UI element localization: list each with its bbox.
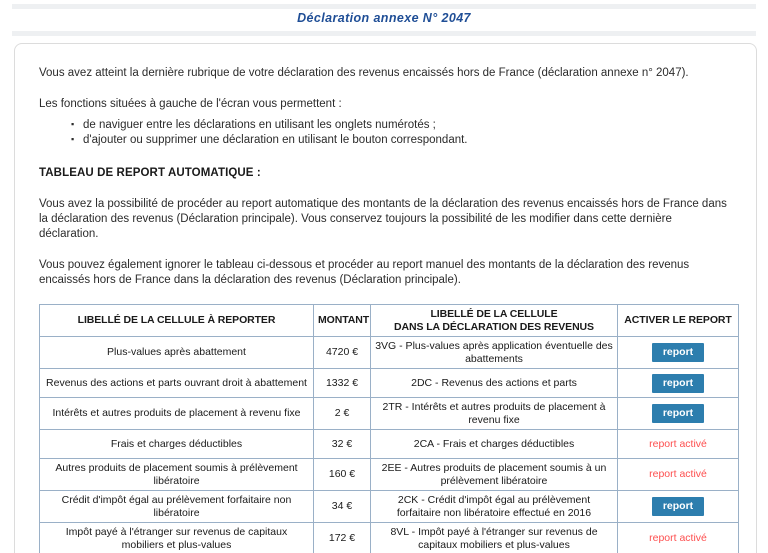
cell-amount: 34 € bbox=[314, 491, 371, 523]
table-header bbox=[40, 305, 739, 337]
header-divider-top bbox=[12, 4, 756, 9]
cell-amount: 172 € bbox=[314, 523, 371, 553]
intro-paragraph: Vous avez atteint la dernière rubrique de votre déclaration des revenus encaissés hors de France (déclaration annexe n° 2047). bbox=[39, 67, 689, 79]
table-row bbox=[40, 491, 739, 523]
table-row bbox=[40, 369, 739, 398]
cell-target-label: 2DC - Revenus des actions et parts bbox=[371, 369, 618, 398]
list-item: ▪ de naviguer entre les déclarations en utilisant les onglets numérotés ; bbox=[83, 118, 732, 133]
column-header-source-label: LIBELLÉ DE LA CELLULE À REPORTER bbox=[40, 305, 314, 337]
report-button[interactable]: report bbox=[652, 497, 704, 516]
cell-target-label: 3VG - Plus-values après application éventuelle des abattements bbox=[371, 337, 618, 369]
content-panel-inner bbox=[15, 44, 756, 553]
column-header-amount: MONTANT bbox=[314, 305, 371, 337]
cell-activate-report bbox=[618, 523, 739, 553]
table-row bbox=[40, 430, 739, 459]
cell-target-label: 8VL - Impôt payé à l'étranger sur revenus de capitaux mobiliers et plus-values bbox=[371, 523, 618, 553]
cell-source-label: Plus-values après abattement bbox=[40, 337, 314, 369]
functions-lead: Les fonctions situées à gauche de l'écran vous permettent : bbox=[39, 98, 342, 110]
table-row bbox=[40, 337, 739, 369]
automatic-report-table bbox=[39, 304, 739, 553]
cell-activate-report bbox=[618, 398, 739, 430]
cell-source-label: Impôt payé à l'étranger sur revenus de capitaux mobiliers et plus-values bbox=[40, 523, 314, 553]
cell-source-label: Revenus des actions et parts ouvrant droit à abattement bbox=[40, 369, 314, 398]
column-header-target-line1: LIBELLÉ DE LA CELLULE bbox=[430, 308, 558, 320]
cell-activate-report bbox=[618, 459, 739, 491]
report-activated-status: report activé bbox=[649, 468, 707, 481]
functions-list bbox=[39, 118, 732, 147]
cell-target-label: 2EE - Autres produits de placement soumis à un prélèvement libératoire bbox=[371, 459, 618, 491]
cell-source-label: Crédit d'impôt égal au prélèvement forfaitaire non libératoire bbox=[40, 491, 314, 523]
table-header-row bbox=[40, 305, 739, 337]
report-activated-status: report activé bbox=[649, 437, 707, 450]
report-paragraph-1: Vous avez la possibilité de procéder au report automatique des montants de la déclaration des revenus encaissés hors de France dans la déclaration des revenus (Déclaration principale). Vous conservez toujours la possibilité de les modifier dans cette dernière déclaration. bbox=[39, 198, 727, 240]
page-header bbox=[0, 0, 768, 40]
column-header-target-line2: DANS LA DÉCLARATION DES REVENUS bbox=[394, 320, 594, 333]
cell-source-label: Intérêts et autres produits de placement à revenu fixe bbox=[40, 398, 314, 430]
cell-amount: 2 € bbox=[314, 398, 371, 430]
report-activated-status: report activé bbox=[649, 532, 707, 545]
list-item: ▪ d'ajouter ou supprimer une déclaration en utilisant le bouton correspondant. bbox=[83, 133, 732, 148]
cell-target-label: 2TR - Intérêts et autres produits de placement à revenu fixe bbox=[371, 398, 618, 430]
cell-source-label: Frais et charges déductibles bbox=[40, 430, 314, 459]
report-button[interactable]: report bbox=[652, 374, 704, 393]
table-row bbox=[40, 398, 739, 430]
cell-amount: 160 € bbox=[314, 459, 371, 491]
column-header-activate-report: ACTIVER LE REPORT bbox=[618, 305, 739, 337]
report-button[interactable]: report bbox=[652, 343, 704, 362]
report-button[interactable]: report bbox=[652, 404, 704, 423]
cell-activate-report bbox=[618, 491, 739, 523]
section-title-report-table: TABLEAU DE REPORT AUTOMATIQUE : bbox=[39, 167, 261, 179]
cell-target-label: 2CK - Crédit d'impôt égal au prélèvement forfaitaire non libératoire effectué en 2016 bbox=[371, 491, 618, 523]
header-divider-bottom bbox=[12, 31, 756, 36]
column-header-target-label bbox=[371, 305, 618, 337]
cell-target-label: 2CA - Frais et charges déductibles bbox=[371, 430, 618, 459]
cell-activate-report bbox=[618, 369, 739, 398]
table-body bbox=[40, 337, 739, 553]
page-title: Déclaration annexe N° 2047 bbox=[297, 11, 471, 25]
cell-amount: 1332 € bbox=[314, 369, 371, 398]
report-paragraph-2: Vous pouvez également ignorer le tableau ci-dessous et procéder au report manuel des montants de la déclaration des revenus encaissés hors de France dans la déclaration des revenus (Déclaration principale). bbox=[39, 259, 690, 286]
table-row bbox=[40, 459, 739, 491]
table-row bbox=[40, 523, 739, 553]
cell-amount: 4720 € bbox=[314, 337, 371, 369]
cell-activate-report bbox=[618, 430, 739, 459]
cell-amount: 32 € bbox=[314, 430, 371, 459]
cell-activate-report bbox=[618, 337, 739, 369]
content-panel bbox=[14, 43, 757, 553]
cell-source-label: Autres produits de placement soumis à prélèvement libératoire bbox=[40, 459, 314, 491]
